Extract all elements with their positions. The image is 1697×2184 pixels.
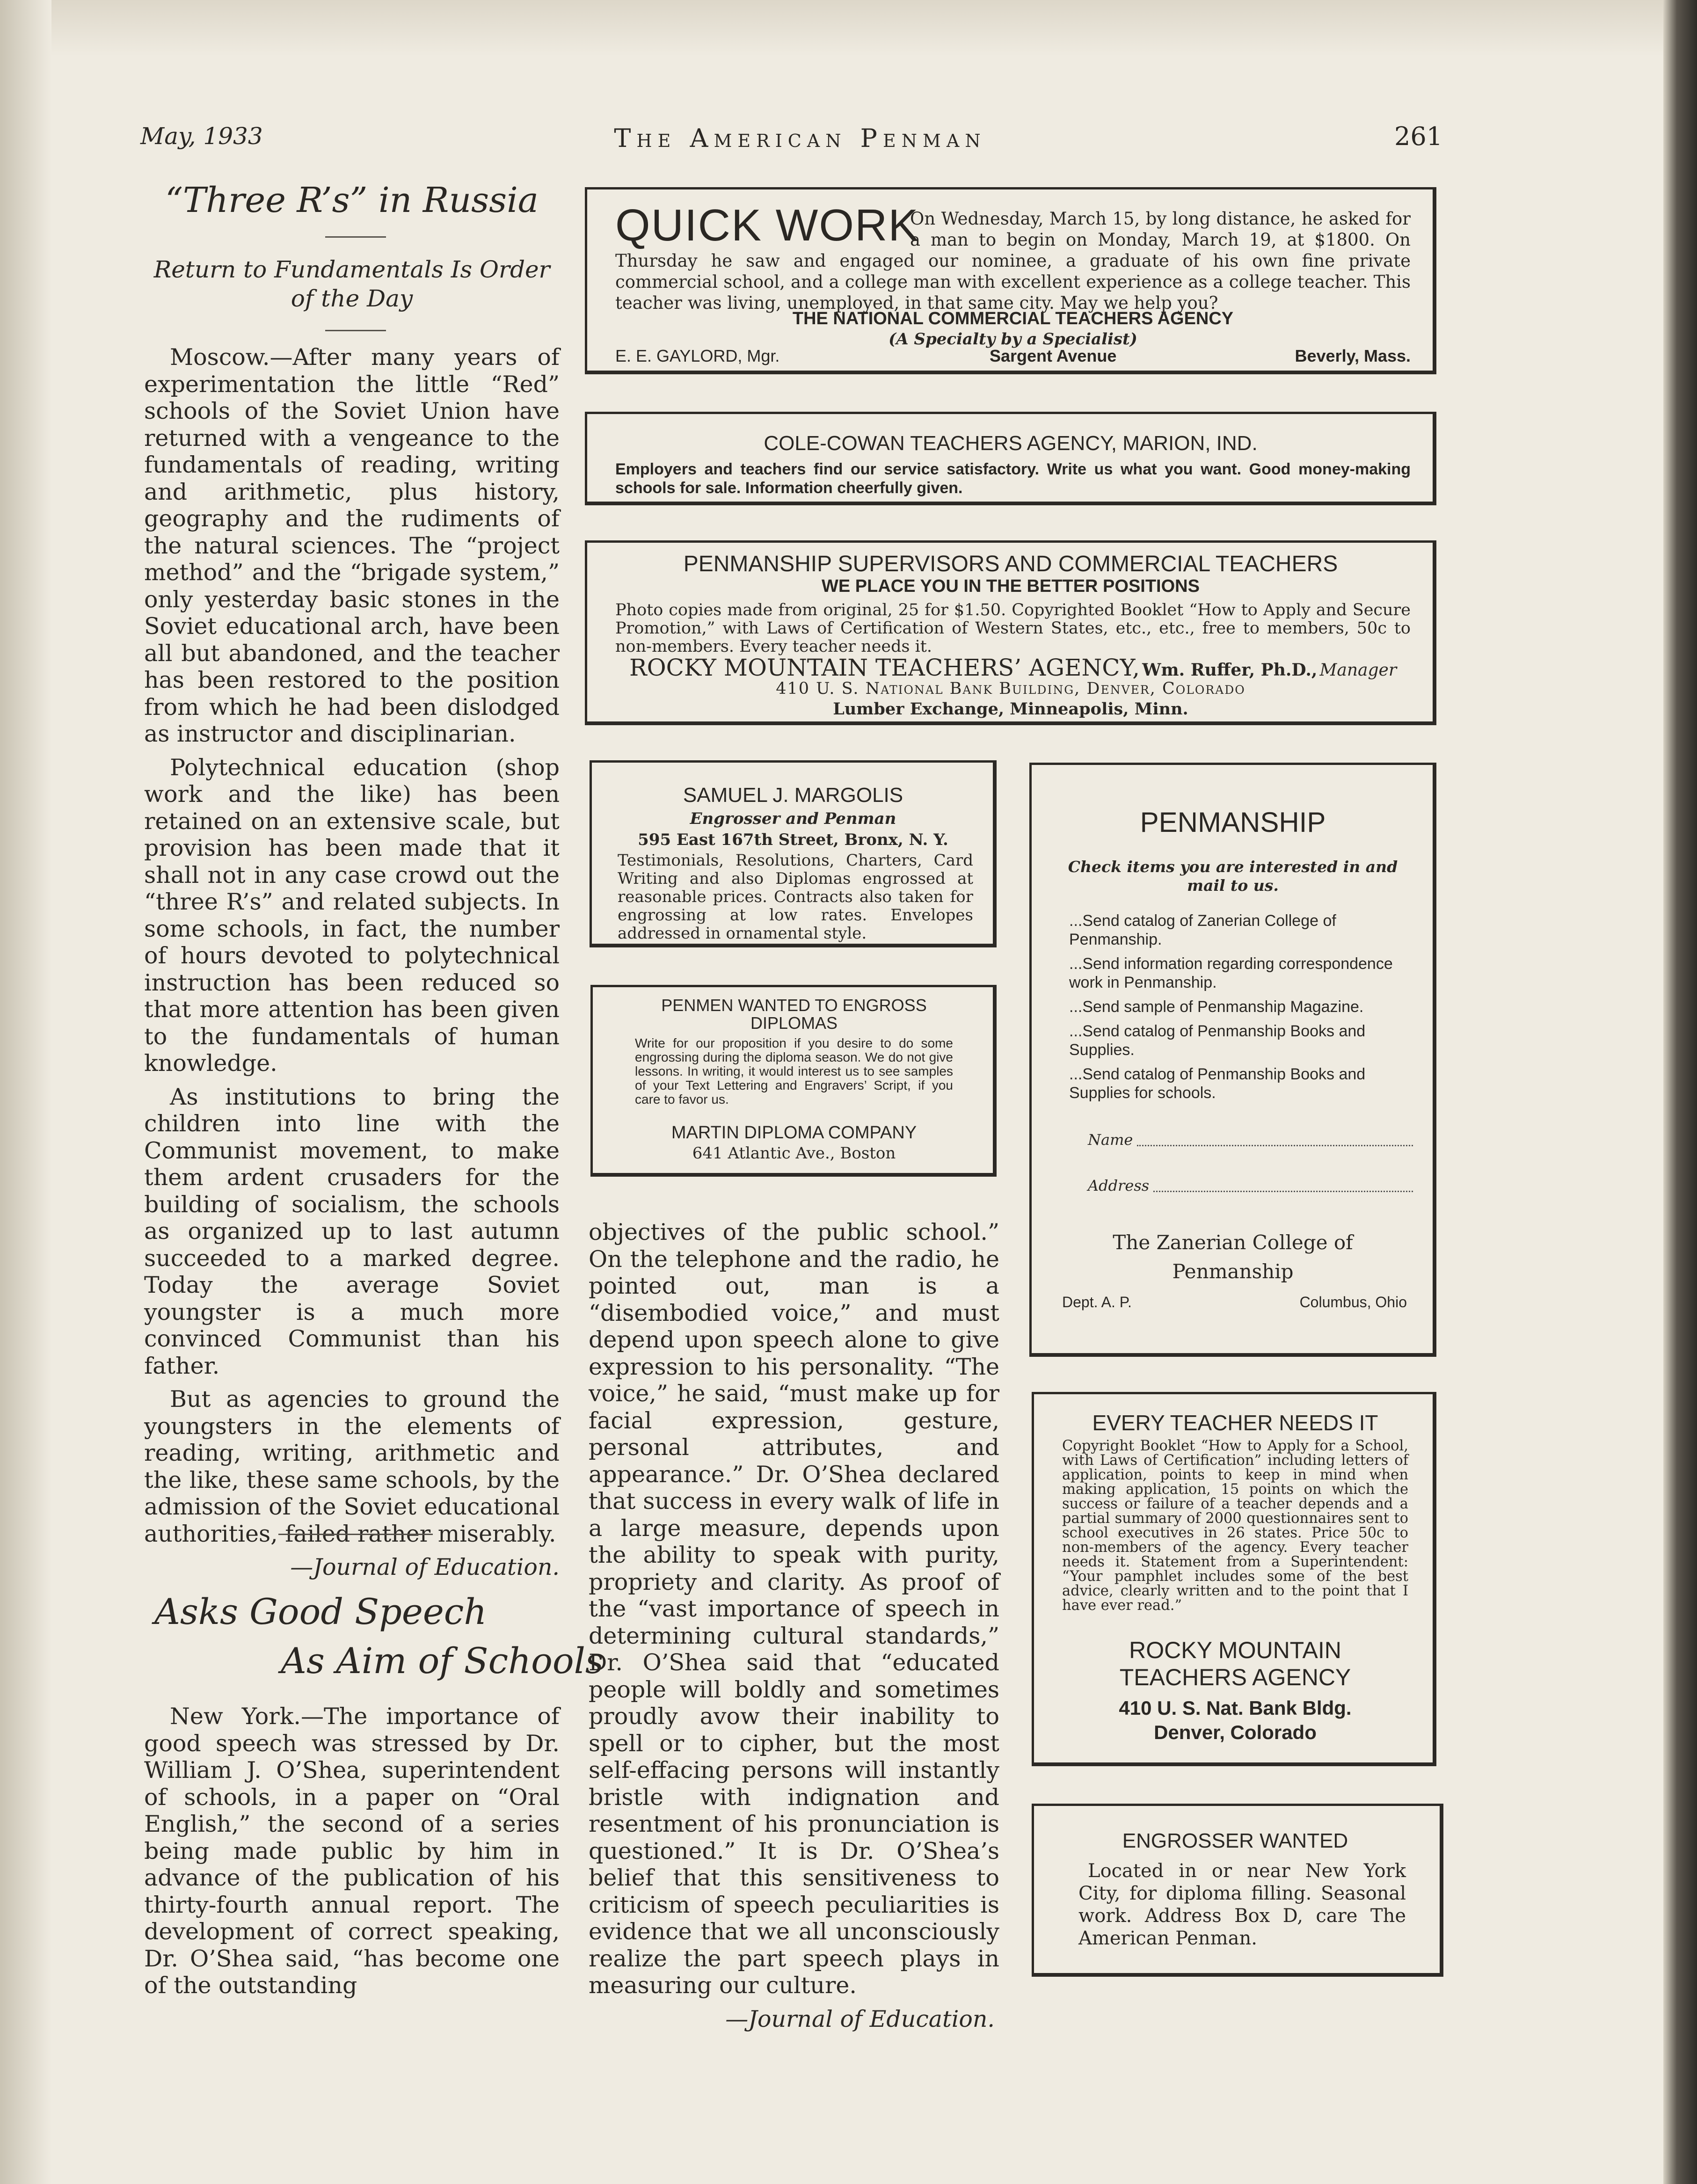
- subtitle-rule: [325, 330, 386, 331]
- supervisors-text: Photo copies made from original, 25 for $1.50. Copyrighted Booklet “How to Apply and Secure Promotion,” with Laws of Certification of Western States, etc., etc., free to members, 50c to non-members. Every teacher needs it.: [615, 601, 1411, 656]
- margolis-title: Engrosser and Penman: [690, 809, 896, 828]
- ad-quick-work: [585, 187, 1436, 374]
- checklist-item-text: ...Send catalog of Penmanship Books and Supplies.: [1069, 1022, 1366, 1059]
- manager: E. E. GAYLORD, Mgr.: [615, 346, 780, 365]
- address-line-1: 410 U. S. Nat. Bank Bldg.: [1119, 1697, 1352, 1719]
- article2-title-line-2: As Aim of Schools: [281, 1640, 604, 1682]
- agency-name: THE NATIONAL COMMERCIAL TEACHERS AGENCY: [792, 309, 1234, 328]
- checklist-item-text: ...Send sample of Penmanship Magazine.: [1069, 998, 1364, 1016]
- penmen-wanted-text: Write for our proposition if you desire to do some engrossing during the diploma season. We do not give lessons. In writing, it would interest us to see samples of your Text Lettering and Engravers’ Script, if you care to favor us.: [635, 1036, 953, 1107]
- rocky-agency-line-2: TEACHERS AGENCY: [1119, 1664, 1351, 1690]
- ad-every-teacher: [1032, 1392, 1436, 1766]
- page-number: 261: [1394, 122, 1443, 151]
- article2-body-center: [589, 1219, 999, 2032]
- article1-source: —Journal of Education.: [290, 1554, 560, 1580]
- quick-work-text: On Wednesday, March 15, by long distance, he asked for a man to begin on Monday, March 19, at $1800. On Thursday he saw and engaged our nominee, a graduate of his own fine private commercial school, and a college man with excellent experience as a college teacher. This teacher was living, unemployed, in that same city. May we help you?: [615, 209, 1411, 313]
- ad-engrosser-wanted: [1032, 1804, 1443, 1977]
- martin-company: MARTIN DIPLOMA COMPANY: [671, 1123, 917, 1143]
- rocky-mountain-line: [629, 654, 1425, 681]
- college-line-1: The Zanerian College of: [1113, 1231, 1353, 1254]
- every-teacher-headline: EVERY TEACHER NEEDS IT: [1092, 1411, 1378, 1435]
- quick-work-headline: QUICK WORK: [615, 200, 919, 250]
- ad-penmen-wanted: [590, 985, 997, 1177]
- article-divider: [278, 1534, 433, 1535]
- every-teacher-text: Copyright Booklet “How to Apply for a School, with Laws of Certification” including letters of application, points to keep in mind when making application, 15 points on which the success or failure of a teacher depends and a partial summary of 2000 questionnaires sent to school executives in 26 states. Price 50c to non-members of the agency. Every teacher needs it. Statement from a Superintendent: “Your pamphlet includes some of the best advice, clearly written and to the point that I have ever read.”: [1062, 1438, 1408, 1614]
- article1-paragraph: Moscow.—After many years of experimentation the little “Red” schools of the Soviet Union have returned with a vengeance to the fundamentals of reading, writing and arithmetic, plus history, geography and the rudiments of the natural sciences. The “project method” and the “brigade system,” only yesterday basic stones in the Soviet educational arch, have been all but abandoned, and the teacher has been restored to the position from which he had been dislodged as instructor and disciplinarian.: [144, 344, 560, 747]
- address-line-2: Denver, Colorado: [1154, 1721, 1317, 1743]
- page-gutter-shadow: [0, 0, 51, 2184]
- ad-zanerian-penmanship: [1029, 763, 1436, 1357]
- cole-cowan-text: Employers and teachers find our service satisfactory. Write us what you want. Good money-making schools for sale. Information cheerfully given.: [615, 460, 1411, 497]
- name-field[interactable]: [1137, 1145, 1413, 1146]
- checklist-item[interactable]: [1069, 954, 1429, 992]
- article1-title: “Three R’s” in Russia: [165, 180, 539, 220]
- subtitle-line-1: Return to Fundamentals Is Order: [153, 256, 550, 283]
- article1-subtitle: [144, 255, 560, 313]
- college-line-2: Penmanship: [1172, 1260, 1294, 1283]
- margolis-text: Testimonials, Resolutions, Charters, Card Writing and also Diplomas engrossed at reasonable prices. Contracts also taken for engrossing at low rates. Envelopes addressed in ornamental style.: [618, 851, 973, 943]
- checklist-item-text: ...Send information regarding correspondence work in Penmanship.: [1069, 955, 1393, 991]
- rocky-manager-title: Manager: [1319, 661, 1397, 680]
- engrosser-headline: ENGROSSER WANTED: [1122, 1829, 1348, 1852]
- ad-cole-cowan: [585, 412, 1436, 505]
- engrosser-text: Located in or near New York City, for diploma filling. Seasonal work. Address Box D, care The American Penman.: [1078, 1860, 1406, 1949]
- checklist-item[interactable]: [1069, 1022, 1429, 1059]
- penmen-wanted-headline: PENMEN WANTED TO ENGROSS DIPLOMAS: [661, 996, 927, 1033]
- checklist-item-text: ...Send catalog of Penmanship Books and Supplies for schools.: [1069, 1065, 1366, 1102]
- rocky-agency-address: [1043, 1696, 1427, 1745]
- article2-paragraph: New York.—The importance of good speech was stressed by Dr. William J. O’Shea, superintendent of schools, in a paper on “Oral English,” the second of a series being made public by him in advance of the publication of his thirty-fourth annual report. The development of correct speaking, Dr. O’Shea said, “has become one of the outstanding: [144, 1703, 560, 1999]
- article1-body: [144, 344, 560, 1581]
- address-field[interactable]: [1153, 1191, 1413, 1192]
- article1-paragraph: Polytechnical education (shop work and the like) has been retained on an extensive scale, but provision has been made that it shall not in any case crowd out the “three R’s” and related subjects. In some schools, in fact, the number of hours devoted to polytechnical instruction has been reduced so that more attention has been given to the fundamentals of human knowledge.: [144, 754, 560, 1077]
- page-top-edge: [0, 0, 1697, 56]
- city: Beverly, Mass.: [1295, 346, 1411, 365]
- title-rule: [325, 236, 386, 238]
- address-label: Address: [1088, 1177, 1150, 1194]
- rocky-agency-name: ROCKY MOUNTAIN TEACHERS’ AGENCY,: [629, 654, 1140, 681]
- street: Sargent Avenue: [990, 346, 1117, 365]
- rocky-branch: Lumber Exchange, Minneapolis, Minn.: [833, 699, 1188, 719]
- page-right-edge: [1663, 0, 1697, 2184]
- magazine-title: The American Penman: [614, 124, 986, 153]
- zanerian-dept: Dept. A. P.: [1062, 1294, 1132, 1310]
- checklist-item[interactable]: [1069, 1065, 1429, 1102]
- zanerian-instructions: Check items you are interested in and mail to us.: [1068, 858, 1398, 895]
- supervisors-subhead: WE PLACE YOU IN THE BETTER POSITIONS: [822, 576, 1200, 596]
- rocky-manager-name: Wm. Ruffer, Ph.D.,: [1142, 660, 1318, 680]
- martin-address: 641 Atlantic Ave., Boston: [692, 1144, 896, 1163]
- zanerian-college: [1041, 1228, 1425, 1286]
- rocky-agency-line-1: ROCKY MOUNTAIN: [1129, 1637, 1341, 1663]
- article2-paragraph: objectives of the public school.” On the telephone and the radio, he pointed out, man is a “disembodied voice,” and must depend upon speech alone to give expression to his personality. “The voice,” he said, “must make up for facial expression, gesture, personal attributes, and appearance.” Dr. O’Shea declared that success in every walk of life in a large measure, depends upon the ability to speak with purity, propriety and clarity. As proof of the “vast importance of speech in determining cultural standards,” Dr. O’Shea said that “educated people will boldly and sometimes proudly avow their inability to spell or to cipher, but the most self-effacing persons will instantly bristle with indignation and resentment of his pronunciation is questioned.” It is Dr. O’Shea’s belief that this sensitiveness to criticism of speech peculiarities is evidence that we all unconsciously realize the part speech plays in measuring our culture.: [589, 1219, 999, 1999]
- article1-paragraph: But as agencies to ground the youngsters in the elements of reading, writing, arithmetic and the like, these same schools, by the admission of the Soviet educational authorities, failed rather miserably.: [144, 1386, 560, 1547]
- article1-paragraph: As institutions to bring the children into line with the Communist movement, to make them ardent crusaders for the building of socialism, the schools as organized up to last autumn succeeded to a marked degree. Today the average Soviet youngster is a much more convinced Communist than his father.: [144, 1083, 560, 1379]
- checklist-item-text: ...Send catalog of Zanerian College of Penmanship.: [1069, 912, 1336, 948]
- margolis-name: SAMUEL J. MARGOLIS: [683, 784, 903, 807]
- supervisors-headline: PENMANSHIP SUPERVISORS AND COMMERCIAL TEACHERS: [683, 552, 1338, 576]
- margolis-address: 595 East 167th Street, Bronx, N. Y.: [638, 830, 948, 849]
- article2-body-left: [144, 1703, 560, 2006]
- rocky-address: 410 U. S. National Bank Building, Denver, Colorado: [776, 679, 1245, 698]
- checklist-item[interactable]: [1069, 911, 1429, 949]
- subtitle-line-2: of the Day: [291, 285, 413, 312]
- ad-margolis: [590, 760, 997, 947]
- article2-title-line-1: Asks Good Speech: [154, 1591, 487, 1632]
- name-label: Name: [1088, 1131, 1133, 1149]
- rocky-agency-heading: [1043, 1637, 1427, 1691]
- zanerian-headline: PENMANSHIP: [1140, 807, 1326, 838]
- ad-penmanship-supervisors: [585, 540, 1436, 725]
- issue-date: May, 1933: [140, 123, 263, 150]
- article2-source: —Journal of Education.: [725, 2005, 995, 2032]
- zanerian-city: Columbus, Ohio: [1299, 1294, 1407, 1310]
- cole-cowan-headline: COLE-COWAN TEACHERS AGENCY, MARION, IND.: [764, 432, 1258, 455]
- checklist-item[interactable]: [1069, 997, 1429, 1016]
- agency-tagline: (A Specialty by a Specialist): [889, 330, 1137, 349]
